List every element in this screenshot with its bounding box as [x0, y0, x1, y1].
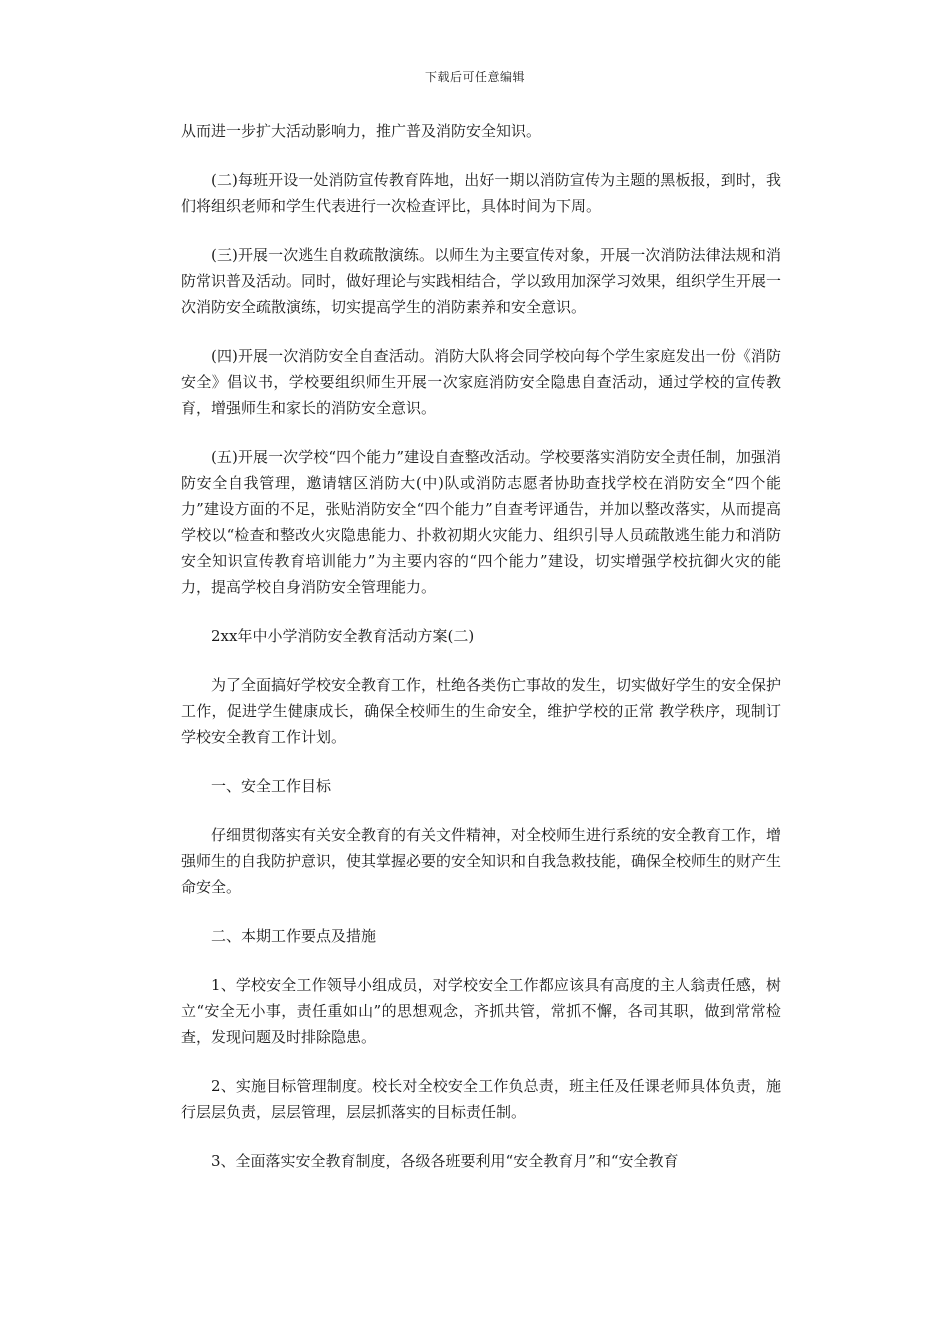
paragraph: 2、实施目标管理制度。校长对全校安全工作负总责，班主任及任课老师具体负责，施行层层负责，层层管理，层层抓落实的目标责任制。 [181, 1077, 781, 1121]
paragraph: 从而进一步扩大活动影响力，推广普及消防安全知识。 [181, 122, 542, 140]
page-header-note: 下载后可任意编辑 [424, 70, 525, 84]
document-body [181, 118, 781, 1197]
paragraph: (五)开展一次学校“四个能力”建设自查整改活动。学校要落实消防安全责任制，加强消防安全自我管理，邀请辖区消防大(中)队或消防志愿者协助查找学校在消防安全“四个能力”建设方面的不足，张贴消防安全“四个能力”自查考评通告，并加以整改落实，从而提高学校以“检查和整改火灾隐患能力、扑救初期火灾能力、组织引导人员疏散逃生能力和消防安全知识宣传教育培训能力”为主要内容的“四个能力”建设，切实增强学校抗御火灾的能力，提高学校自身消防安全管理能力。 [181, 448, 781, 596]
section-heading: 一、安全工作目标 [211, 777, 332, 795]
paragraph: (四)开展一次消防安全自查活动。消防大队将会同学校向每个学生家庭发出一份《消防安全》倡议书，学校要组织师生开展一次家庭消防安全隐患自查活动，通过学校的宣传教育，增强师生和家长的消防安全意识。 [181, 347, 781, 417]
paragraph: 仔细贯彻落实有关安全教育的有关文件精神，对全校师生进行系统的安全教育工作，增强师生的自我防护意识，使其掌握必要的安全知识和自我急救技能，确保全校师生的财产生命安全。 [181, 826, 782, 896]
paragraph: 3、全面落实安全教育制度，各级各班要利用“安全教育月”和“安全教育 [211, 1152, 679, 1170]
section-title: 2xx年中小学消防安全教育活动方案(二) [211, 627, 475, 645]
section-heading: 二、本期工作要点及措施 [211, 927, 377, 945]
paragraph: (二)每班开设一处消防宣传教育阵地，出好一期以消防宣传为主题的黑板报，到时，我们将组织老师和学生代表进行一次检查评比，具体时间为下周。 [181, 171, 781, 215]
paragraph: 1、学校安全工作领导小组成员，对学校安全工作都应该具有高度的主人翁责任感，树立“安全无小事，责任重如山”的思想观念，齐抓共管，常抓不懈，各司其职，做到常常检查，发现问题及时排除隐患。 [181, 976, 781, 1046]
paragraph: (三)开展一次逃生自救疏散演练。以师生为主要宣传对象，开展一次消防法律法规和消防常识普及活动。同时，做好理论与实践相结合，学以致用加深学习效果，组织学生开展一次消防安全疏散演练，切实提高学生的消防素养和安全意识。 [181, 246, 782, 316]
paragraph: 为了全面搞好学校安全教育工作，杜绝各类伤亡事故的发生，切实做好学生的安全保护工作，促进学生健康成长，确保全校师生的生命安全，维护学校的正常 教学秩序，现制订学校安全教育工作计划。 [181, 676, 782, 746]
